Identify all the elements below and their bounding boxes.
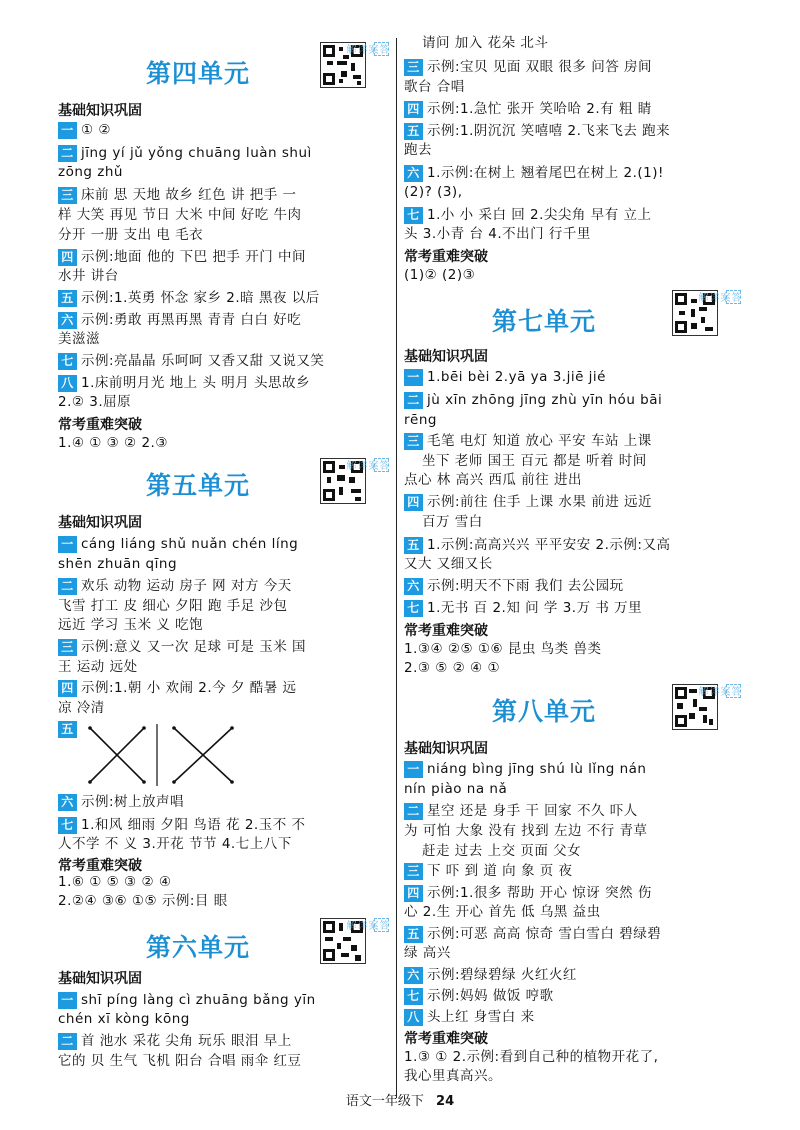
answer-line: 一 1.bēi bèi 2.yā ya 3.jiē jié [404,368,606,387]
answer-line: 七 1.小 小 采白 回 2.尖尖角 早有 立上 [404,206,652,225]
answer-line: 三 示例:意义 又一次 足球 可是 玉米 国 [58,638,306,657]
unit4-title: 第四单元 [146,59,251,88]
answer-line: 歌台 合唱 [404,79,465,95]
unit5-title: 第五单元 [146,471,251,500]
q-badge: 三 [404,863,423,880]
answer-line: 六 示例:勇敢 再黑再黑 青青 白白 好吃 [58,311,301,330]
answer-line [58,720,81,739]
answer-line: 头 3.小青 台 4.不出门 行千里 [404,226,591,242]
answer-line: zōng zhǔ [58,164,123,180]
answer-line: 请问 加入 花朵 北斗 [422,35,549,51]
answer-line: 三 毛笔 电灯 知道 放心 平安 车站 上课 [404,432,652,451]
section-heading: 基础知识巩固 [404,349,488,365]
q-badge: 五 [58,290,77,307]
answer-line: 分开 一册 支出 电 毛衣 [58,227,204,243]
answer-line: 远近 学习 玉米 义 吃饱 [58,617,204,633]
answer-line: 二 jù xīn zhōng jīng zhù yīn hóu bāi [404,391,662,410]
answer-line: 坐下 老师 国王 百元 都是 听着 时间 [422,453,647,469]
q-badge: 一 [58,536,77,553]
q-badge: 八 [404,1009,423,1026]
answer-line: 六 示例:树上放声唱 [58,793,184,812]
q-badge: 八 [58,375,77,392]
answer-line: 五 示例:可恶 高高 惊奇 雪白雪白 碧绿碧 [404,925,661,944]
answer-line: 一 shī píng làng cì zhuāng bǎng yīn [58,991,316,1010]
answer-line: 二 首 池水 采花 尖角 玩乐 眼泪 早上 [58,1032,292,1051]
answer-line: 1.③④ ②⑤ ①⑥ 昆虫 鸟类 兽类 [404,641,602,657]
unit8-title: 第八单元 [492,697,597,726]
answer-line: shēn zhuān qīng [58,556,178,572]
section-heading: 常考重难突破 [58,417,142,433]
answer-line: 我心里真高兴。 [404,1068,502,1084]
page-footer [0,1090,800,1109]
q-badge: 六 [404,967,423,984]
answer-line: (2)? (3), [404,184,463,200]
answer-line: 五 1.示例:高高兴兴 平平安安 2.示例:又高 [404,536,670,555]
q-badge: 四 [58,680,77,697]
answer-line: 六 示例:明天不下雨 我们 去公园玩 [404,577,624,596]
q-badge: 二 [58,145,77,162]
answer-line: 一 ① ② [58,121,111,140]
q-badge: 三 [58,639,77,656]
q-badge: 四 [404,885,423,902]
q-badge: 二 [404,392,423,409]
answer-line: 四 示例:1.很多 帮助 开心 惊讶 突然 伤 [404,884,652,903]
q-badge: 二 [404,803,423,820]
q-badge: 五 [404,123,423,140]
q-badge: 一 [404,369,423,386]
footer-label: 语文一年级下 [345,1094,424,1109]
answer-line: 点心 林 高兴 西瓜 前往 进出 [404,472,582,488]
answer-line: 四 示例:1.朝 小 欢闹 2.今 夕 酷暑 远 [58,679,297,698]
answer-line: 心 2.生 开心 首先 低 乌黑 益虫 [404,904,601,920]
q-badge: 三 [404,433,423,450]
answer-line: 六 1.示例:在树上 翘着尾巴在树上 2.(1)! [404,164,664,183]
answer-line: 三 下 吓 到 道 向 象 页 夜 [404,862,573,881]
q-badge: 五 [404,537,423,554]
answer-line: (1)② (2)③ [404,267,476,283]
unit6-title: 第六单元 [146,933,251,962]
answer-line: 七 示例:亮晶晶 乐呵呵 又香又甜 又说又笑 [58,352,324,371]
answer-line: 赶走 过去 上交 页面 父女 [422,843,582,859]
column-divider [396,38,397,1098]
answer-detail-tag: 答案详解 [344,460,388,470]
answer-detail-tag: 答案详解 [344,920,388,930]
answer-line: 一 cáng liáng shǔ nuǎn chén líng [58,535,298,554]
q-badge: 六 [58,794,77,811]
q-badge: 五 [404,926,423,943]
q-badge: 六 [404,165,423,182]
q-badge: 二 [58,578,77,595]
q-badge: 七 [404,988,423,1005]
matching-lines-diagram [82,722,252,788]
answer-line: 2.② 3.屈原 [58,394,132,410]
unit7-title: 第七单元 [492,307,597,336]
answer-line: 它的 贝 生气 飞机 阳台 合唱 雨伞 红豆 [58,1053,302,1069]
answer-line: 四 示例:前往 住手 上课 水果 前进 远近 [404,493,652,512]
answer-line: 八 1.床前明月光 地上 头 明月 头思故乡 [58,374,310,393]
answer-line: 四 示例:地面 他的 下巴 把手 开门 中间 [58,248,306,267]
page-number: 24 [436,1094,455,1109]
answer-line: 二 jīng yí jǔ yǒng chuāng luàn shuì [58,144,312,163]
answer-line: 二 欢乐 动物 运动 房子 网 对方 今天 [58,577,292,596]
answer-line: 七 1.无书 百 2.知 问 学 3.万 书 万里 [404,599,642,618]
answer-line: 为 可怕 大象 没有 找到 左边 不行 青草 [404,823,648,839]
q-badge: 一 [58,992,77,1009]
answer-line: 五 示例:1.阴沉沉 笑嘻嘻 2.飞来飞去 跑来 [404,122,670,141]
q-badge: 二 [58,1033,77,1050]
answer-line: 人不学 不 义 3.开花 节节 4.七上八下 [58,836,292,852]
answer-line: 五 示例:1.英勇 怀念 家乡 2.暗 黑夜 以后 [58,289,320,308]
section-heading: 基础知识巩固 [58,515,142,531]
section-heading: 常考重难突破 [404,623,488,639]
q-badge: 三 [404,59,423,76]
answer-line: 八 头上红 身雪白 来 [404,1008,535,1027]
answer-line: 绿 高兴 [404,945,451,961]
answer-detail-tag: 答案详解 [344,44,388,54]
answer-line: 水井 讲台 [58,268,119,284]
answer-line: 二 星空 还是 身手 干 回家 不久 吓人 [404,802,638,821]
answer-line: chén xī kòng kōng [58,1011,190,1027]
answer-line: 1.⑥ ① ⑤ ③ ② ④ [58,874,172,890]
q-badge: 五 [58,721,77,738]
answer-line: 六 示例:碧绿碧绿 火红火红 [404,966,577,985]
answer-line: 三 床前 思 天地 故乡 红色 讲 把手 一 [58,186,297,205]
q-badge: 四 [404,101,423,118]
section-heading: 常考重难突破 [58,858,142,874]
q-badge: 一 [404,761,423,778]
answer-line: 七 1.和风 细雨 夕阳 鸟语 花 2.玉不 不 [58,816,306,835]
answer-line: 又大 又细又长 [404,556,493,572]
answer-detail-tag: 答案详解 [696,686,740,696]
answer-line: 三 示例:宝贝 见面 双眼 很多 问答 房间 [404,58,652,77]
answer-line: 飞雪 打工 皮 细心 夕阳 跑 手足 沙包 [58,598,288,614]
answer-line: 跑去 [404,142,432,158]
answer-line: rēng [404,412,437,428]
q-badge: 七 [404,600,423,617]
answer-line: 一 niáng bìng jīng shú lù lǐng nán [404,760,647,779]
q-badge: 七 [58,817,77,834]
answer-line: 凉 冷清 [58,700,105,716]
answer-line: 七 示例:妈妈 做饭 哼歌 [404,987,554,1006]
q-badge: 四 [58,249,77,266]
q-badge: 一 [58,122,77,139]
q-badge: 七 [404,207,423,224]
answer-line: 王 运动 远处 [58,659,138,675]
answer-line: 1.④ ① ③ ② 2.③ [58,435,168,451]
q-badge: 四 [404,494,423,511]
answer-line: 1.③ ① 2.示例:看到自己种的植物开花了, [404,1049,659,1065]
answer-line: 2.③ ⑤ ② ④ ① [404,660,501,676]
section-heading: 常考重难突破 [404,249,488,265]
section-heading: 基础知识巩固 [404,741,488,757]
section-heading: 常考重难突破 [404,1031,488,1047]
answer-line: 样 大笑 再见 节日 大米 中间 好吃 牛肉 [58,207,302,223]
answer-detail-tag: 答案详解 [696,292,740,302]
answer-line: nín piào na nǎ [404,781,508,797]
answer-line: 美滋滋 [58,331,100,347]
section-heading: 基础知识巩固 [58,971,142,987]
q-badge: 三 [58,187,77,204]
q-badge: 七 [58,353,77,370]
answer-line: 四 示例:1.急忙 张开 笑哈哈 2.有 粗 睛 [404,100,652,119]
answer-line: 2.②④ ③⑥ ①⑤ 示例:目 眼 [58,893,228,909]
q-badge: 六 [404,578,423,595]
section-heading: 基础知识巩固 [58,103,142,119]
answer-line: 百万 雪白 [422,514,483,530]
q-badge: 六 [58,312,77,329]
